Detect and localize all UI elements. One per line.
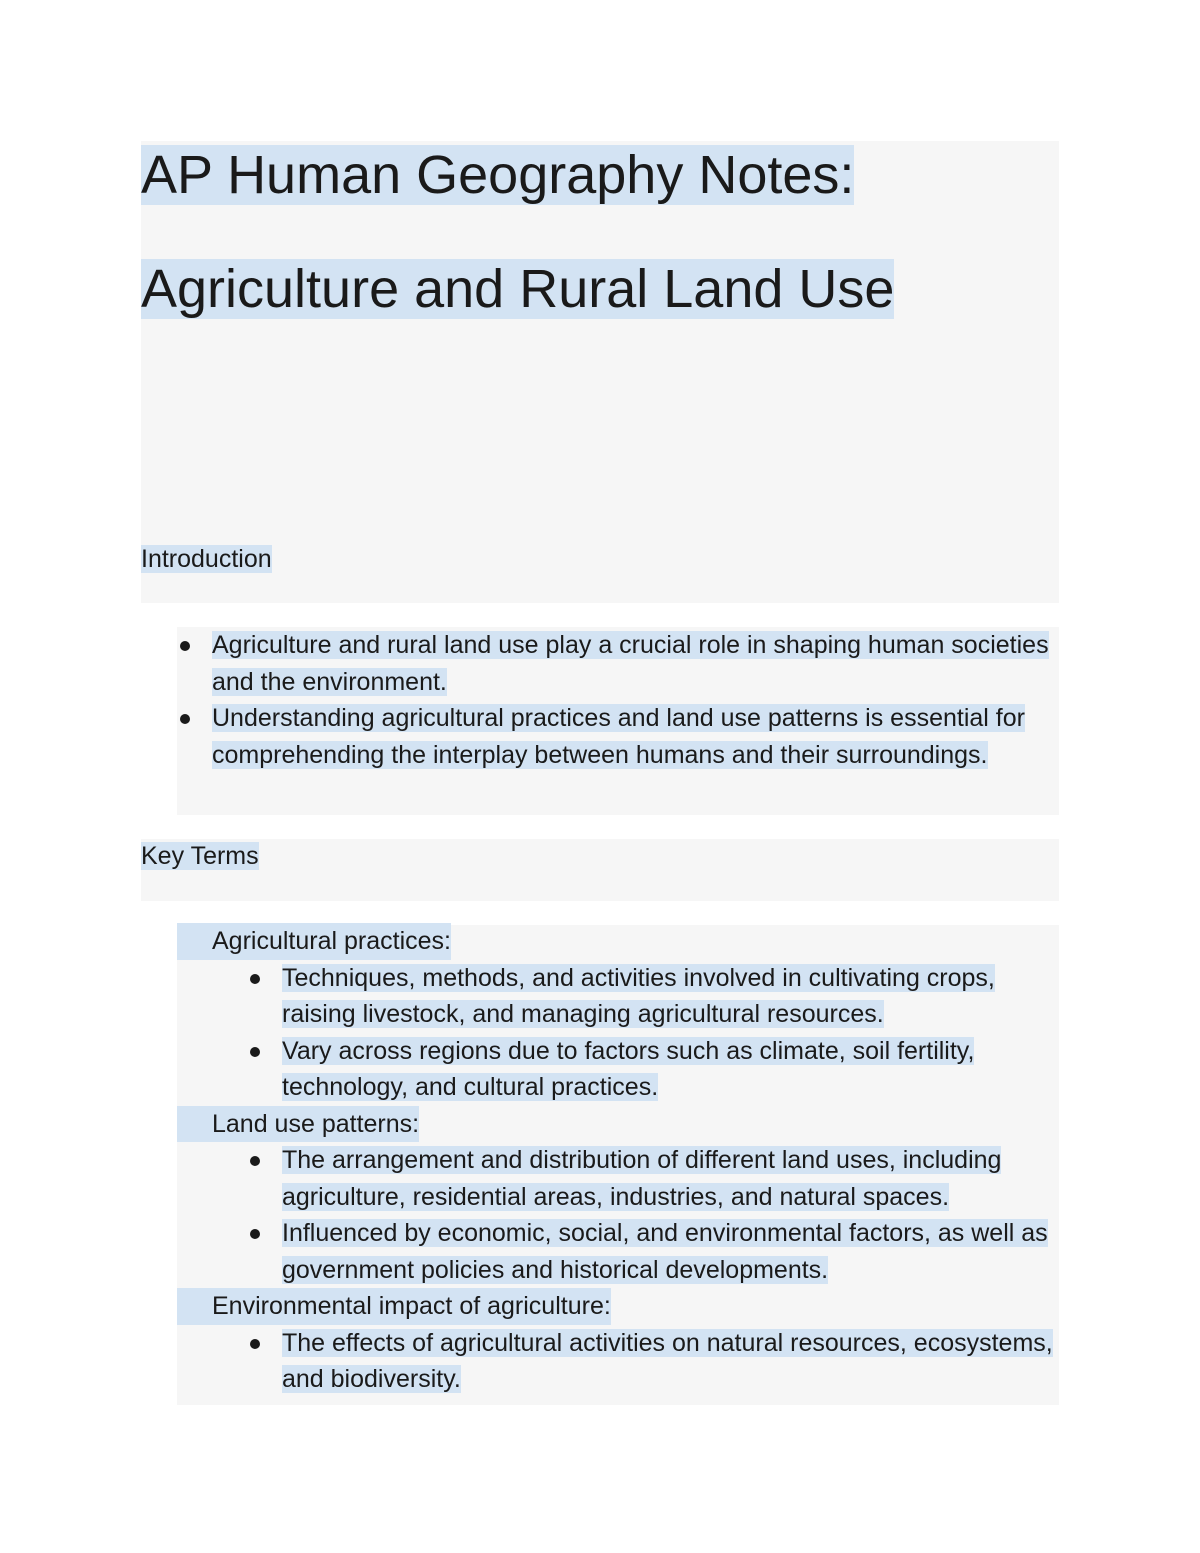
list-item (247, 960, 1059, 1033)
title-section-background (141, 141, 1059, 603)
list-item-text: Techniques, methods, and activities involved in cultivating crops, raising livestock, and managing agricultural resources. (282, 963, 995, 1028)
list-item-text: Influenced by economic, social, and environmental factors, as well as government policies and historical developments. (282, 1219, 1048, 1284)
key-terms-heading (141, 839, 259, 873)
introduction-heading-text: Introduction (141, 545, 272, 573)
page-title-line-1 (141, 142, 854, 208)
list-item (247, 1325, 1059, 1398)
page-title-text-1: AP Human Geography Notes: (141, 145, 855, 205)
list-item-text: The effects of agricultural activities on natural resources, ecosystems, and biodiversity. (282, 1328, 1053, 1393)
list-item-text: Agriculture and rural land use play a crucial role in shaping human societies and the environment. (212, 631, 1049, 696)
list-item-text: Vary across regions due to factors such as climate, soil fertility, technology, and cultural practices. (282, 1036, 975, 1101)
term-label-land-use-patterns (177, 1106, 1059, 1143)
list-item (247, 1033, 1059, 1106)
list-item-text: Understanding agricultural practices and land use patterns is essential for comprehending the interplay between humans and their surroundings. (212, 704, 1025, 769)
term-label-environmental-impact (177, 1288, 1059, 1325)
term-label-text: Agricultural practices: (177, 923, 451, 960)
list-item (247, 1142, 1059, 1215)
page-title-text-2: Agriculture and Rural Land Use (141, 259, 895, 319)
list-item-text: The arrangement and distribution of different land uses, including agriculture, residential areas, industries, and natural spaces. (282, 1146, 1002, 1211)
page-title-line-2 (141, 256, 894, 322)
term-definition-list (177, 1325, 1059, 1398)
term-label-text: Land use patterns: (177, 1106, 419, 1143)
term-definition-list (177, 1142, 1059, 1288)
key-terms-heading-background (141, 839, 1059, 901)
key-terms-list (177, 923, 1059, 1398)
list-item (177, 627, 1057, 700)
key-terms-heading-text: Key Terms (141, 842, 259, 870)
introduction-heading (141, 542, 272, 576)
list-item (177, 700, 1057, 773)
term-definition-list (177, 960, 1059, 1106)
term-label-agricultural-practices (177, 923, 1059, 960)
introduction-list (177, 627, 1057, 773)
list-item (247, 1215, 1059, 1288)
term-label-text: Environmental impact of agriculture: (177, 1288, 611, 1325)
